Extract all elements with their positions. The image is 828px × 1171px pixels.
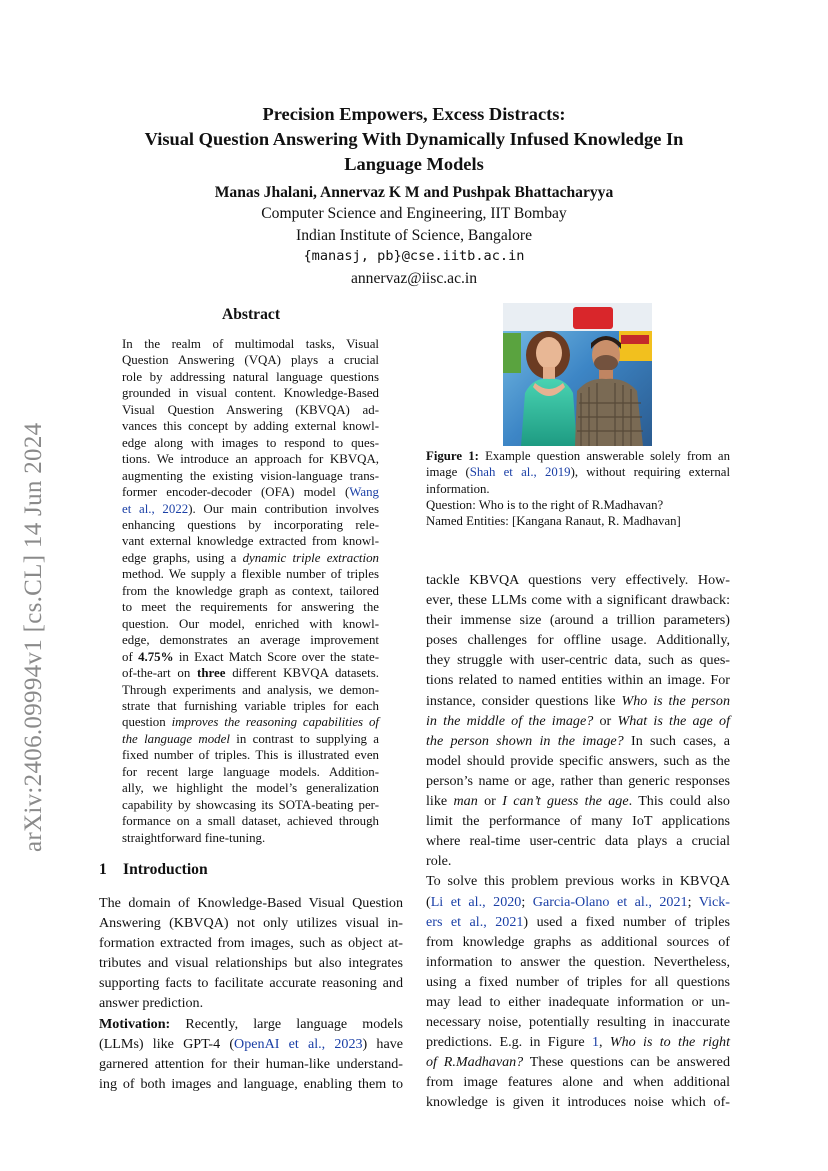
affiliation: Computer Science and Engineering, IIT Bombay [261, 205, 567, 223]
text-line [426, 892, 730, 912]
figure-ref-link[interactable]: 1 [591, 1034, 599, 1051]
text-line: where real-time user-centric data plays a crucial [426, 833, 730, 850]
citation-link[interactable]: Garcia-Olano et al., 2021 [532, 893, 688, 910]
abstract-line [122, 501, 379, 517]
text: predictions. E.g. in Figure [426, 1034, 592, 1051]
abstract-line [122, 731, 379, 747]
text-line: model should provide specific answers, such as the [426, 752, 730, 769]
text: Recently, large language models [170, 1015, 403, 1032]
section-heading [99, 861, 208, 879]
text-line: they struggle with user-centric data, such as ques- [426, 652, 730, 669]
abstract-line: Question Answering (VQA) plays a crucial [122, 353, 379, 368]
text-line: supporting facts to facilitate accurate reasoning and [99, 975, 403, 992]
caption-line: Named Entities: [Kangana Ranaut, R. Madhavan] [426, 514, 681, 529]
text-line: answer prediction. [99, 995, 204, 1012]
text-line: role. [426, 853, 452, 870]
abstract-line: vances this concept by adding external knowl- [122, 419, 379, 434]
text-line: may lead to either inadequate information or un- [426, 993, 730, 1010]
abstract-line: Through experiments and analysis, we demon- [122, 682, 379, 697]
text: like [426, 793, 454, 810]
abstract-line: augmenting the existing vision-language trans- [122, 468, 379, 483]
citation-link[interactable]: Li et al., 2020 [430, 893, 522, 910]
right-column-text [426, 570, 730, 1113]
author-email: {manasj, pb}@cse.iitb.ac.in [303, 248, 525, 265]
text: Example question answerable solely from an [478, 449, 730, 463]
text: ; [521, 893, 533, 910]
emphasis: improves the reasoning capabilities of [171, 715, 379, 730]
text: different KBVQA datasets. [225, 666, 379, 681]
affiliation: Indian Institute of Science, Bangalore [296, 226, 532, 244]
abstract-line: formance on a small dataset, achieved through [122, 814, 379, 829]
abstract-line: strate that furnishing variable triples for each [122, 698, 379, 713]
paragraph-label: Motivation: [99, 1015, 171, 1032]
caption-line: information. [426, 481, 490, 496]
title-line: Precision Empowers, Excess Distracts: [262, 104, 566, 124]
citation-link[interactable]: Wang [349, 485, 379, 500]
text: of [122, 649, 139, 664]
text-line: their immense size (around a trillion parameters) [426, 612, 730, 629]
text-line: poses challenges for offline usage. Additionally, [426, 632, 730, 649]
abstract-line: method. We supply a flexible number of triples [122, 567, 379, 582]
text-line [99, 1034, 403, 1054]
abstract-line: grounded in visual content. Knowledge-Based [122, 386, 379, 401]
citation-link[interactable]: et al., 2022 [122, 501, 189, 516]
abstract-line: straightforward fine-tuning. [122, 830, 266, 845]
text-line: tributes and visual relationships but also integrates [99, 955, 403, 972]
abstract-line: Visual Question Answering (KBVQA) ad- [122, 402, 379, 417]
section-title: Introduction [123, 861, 208, 878]
emphasis: What is the age of [617, 712, 730, 729]
emphasis: man [453, 793, 478, 810]
citation-link[interactable]: ers et al., 2021 [426, 913, 524, 930]
text: ; [687, 893, 699, 910]
text: of-the-art on [122, 666, 198, 681]
paper-title [80, 102, 748, 177]
abstract-line: ally, we highlight the model’s generalization [122, 781, 379, 796]
abstract-line: edge along with images to respond to ques- [122, 435, 379, 450]
citation-link[interactable]: Shah et al., 2019 [469, 465, 571, 480]
abstract-heading: Abstract [221, 306, 281, 323]
text: image ( [426, 465, 470, 480]
figure-label: Figure 1: [426, 449, 479, 463]
text-line [426, 691, 730, 711]
abstract-line: tions. We introduce an approach for KBVQA, [122, 452, 379, 467]
text: ) have [362, 1035, 404, 1052]
title-line: Visual Question Answering With Dynamically Infused Knowledge In [144, 129, 684, 149]
text-line: To solve this problem previous works in KBVQA [426, 873, 730, 890]
abstract-line: enhancing questions by incorporating rele- [122, 517, 379, 532]
text: question [122, 715, 172, 730]
text-line: using a fixed number of triples for all questions [426, 973, 730, 990]
caption-line [426, 448, 730, 464]
emphasis: dynamic triple extraction [242, 550, 379, 565]
abstract-line: role by addressing natural language questions [122, 369, 379, 384]
abstract-body [122, 336, 379, 846]
emphasis: Who is to the right [609, 1034, 731, 1051]
text-line [426, 731, 730, 751]
emphasis: I can’t guess the age [502, 793, 629, 810]
text-line: person’s name or age, rather than generic responses [426, 772, 730, 789]
text: These questions can be answered [523, 1054, 730, 1071]
text-line: tackle KBVQA questions very effectively. How- [426, 572, 730, 588]
text-line: tions related to named entities within an image. For [426, 672, 730, 689]
emphasis: the person shown in the image? [426, 732, 624, 749]
bold-value: 4.75% [138, 649, 174, 664]
text-line: Answering (KBVQA) not only utilizes visual in- [99, 915, 403, 932]
author-email: annervaz@iisc.ac.in [350, 269, 478, 287]
caption-line: Question: Who is to the right of R.Madhavan? [426, 497, 664, 512]
photo-illustration [503, 303, 652, 446]
abstract-line: capability by showcasing its SOTA-beating per- [122, 797, 379, 812]
abstract-line: to meet the requirements for answering the [122, 600, 379, 615]
abstract-line: In the realm of multimodal tasks, Visual [122, 337, 379, 351]
text-line: formation extracted from images, such as object at- [99, 935, 403, 952]
figure-1-image [503, 303, 652, 446]
abstract-line [122, 665, 379, 681]
text: edge graphs, using a [122, 550, 243, 565]
abstract-line: edge, demonstrates an average improvement [122, 633, 379, 648]
citation-link[interactable]: Vick- [698, 893, 730, 910]
text-line [426, 1052, 730, 1072]
text-line [426, 711, 730, 731]
text: former encoder-decoder (OFA) model ( [122, 485, 350, 500]
text: . This could also [628, 793, 730, 810]
text-line: information to answer the question. Nevertheless, [426, 953, 730, 970]
text-line [426, 912, 730, 932]
text-line: from knowledge graphs as additional sources of [426, 933, 730, 950]
abstract-line [122, 550, 379, 566]
caption-line [426, 464, 730, 480]
arxiv-identifier: arXiv:2406.09994v1 [cs.CL] 14 Jun 2024 [20, 422, 47, 852]
text: ( [426, 893, 431, 910]
text: ). Our main contribution involves [188, 501, 379, 516]
text: In such cases, a [623, 732, 730, 749]
text-line: The domain of Knowledge-Based Visual Question [99, 895, 403, 911]
author-block [80, 182, 748, 289]
text-line: ing of both images and language, enabling them to [99, 1075, 403, 1092]
bold-value: three [197, 666, 226, 681]
text: or [477, 793, 503, 810]
left-column-text [99, 893, 403, 1094]
abstract-line [122, 649, 379, 665]
text: , [599, 1034, 610, 1051]
abstract-line: for recent large language models. Addition- [122, 764, 379, 779]
abstract-line: fixed number of triples. This is illustrated even [122, 748, 379, 763]
abstract-line [122, 484, 379, 500]
emphasis: Who is the person [621, 692, 730, 709]
abstract-line: from the knowledge graph as context, tailored [122, 583, 379, 598]
text: (LLMs) like GPT-4 ( [99, 1035, 235, 1052]
text: in Exact Match Score over the state- [173, 649, 379, 664]
emphasis: the language model [122, 731, 230, 746]
emphasis: of R.Madhavan? [426, 1054, 524, 1071]
text-line: ever, these LLMs come with a significant drawback: [426, 592, 730, 609]
text-line: garnered attention for their human-like understand- [99, 1055, 403, 1072]
text: or [593, 712, 618, 729]
text-line [99, 1014, 403, 1034]
text-line: necessary noise, potentially resulting in inaccurate [426, 1014, 730, 1031]
emphasis: in the middle of the image? [426, 712, 594, 729]
figure-1-caption [426, 448, 730, 529]
text-line [426, 1032, 730, 1052]
text: in contrast to supplying a [229, 731, 380, 746]
author-names: Manas Jhalani, Annervaz K M and Pushpak Bhattacharyya [214, 184, 614, 201]
abstract-line [122, 714, 379, 730]
text-line: from image features alone and when additional [426, 1074, 730, 1091]
abstract-line: vant external knowledge extracted from knowl- [122, 534, 379, 549]
text: instance, consider questions like [426, 692, 622, 709]
citation-link[interactable]: OpenAI et al., 2023 [234, 1035, 363, 1052]
text: ), without requiring external [570, 465, 730, 480]
text-line [426, 791, 730, 811]
abstract-line: question. Our model, enriched with knowl- [122, 616, 379, 631]
text-line: limit the performance of many IoT applications [426, 813, 730, 830]
text-line: knowledge is given it introduces noise which of- [426, 1094, 730, 1111]
section-number: 1 [99, 861, 107, 878]
text: ) used a fixed number of triples [523, 913, 730, 930]
title-line: Language Models [344, 154, 484, 174]
